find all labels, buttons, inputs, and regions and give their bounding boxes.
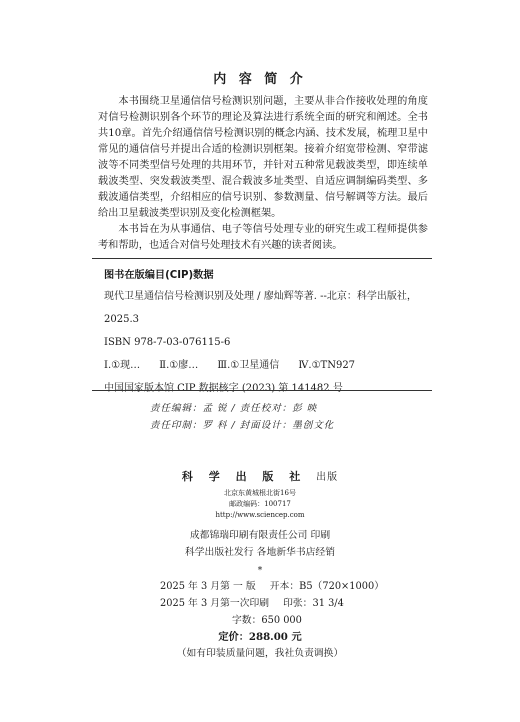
- edition-row: [160, 578, 400, 595]
- publisher-postcode: 邮政编码：100717: [229, 500, 291, 508]
- summary-body: [98, 94, 428, 254]
- publisher-logo-text: 科 学 出 版 社: [181, 470, 307, 483]
- publisher-name: [0, 468, 520, 484]
- cip-class-1: Ⅰ.①现…: [104, 360, 141, 371]
- cip-heading: 图书在版编目(CIP)数据: [104, 270, 214, 281]
- divider-middle: [92, 390, 432, 391]
- printing-row: [160, 595, 400, 612]
- cip-classification: [104, 358, 434, 373]
- print-date: 2025 年 3 月第一次印刷: [160, 598, 270, 609]
- cip-class-3: Ⅲ.①卫星通信: [217, 360, 280, 371]
- price: 定价：288.00 元: [218, 631, 302, 643]
- publisher-address: 北京东黄城根北街16号: [224, 489, 296, 497]
- summary-paragraph: 本书旨在为从事通信、电子等信号处理专业的研究生或工程师提供参考和帮助，也适合对信号处理技术有兴趣的读者阅读。: [98, 224, 428, 251]
- publisher-block: [0, 468, 520, 577]
- cip-block: [104, 268, 434, 404]
- publisher-website: http://www.sciencep.com: [215, 511, 305, 519]
- cip-class-2: Ⅱ.①廖…: [159, 360, 199, 371]
- separator-star: *: [257, 566, 263, 576]
- summary-paragraph: 本书围绕卫星通信信号检测识别问题，主要从非合作接收处理的角度对信号检测识别各个环节的理论及算法进行系统全面的研究和阐述。全书共10章。首先介绍通信信号检测识别的概念内涵、技术发展，梳理卫星中常见的通信信号并提出合适的检测识别框架。接着介绍宽带检测、窄带滤波等不同类型信号处理的共用环节，并针对五种常见载波类型，即连续单载波类型、突发载波类型、混合载波多址类型、自适应调制编码类型、多载波通信类型，介绍相应的信号识别、参数测量、信号解调等方法。最后给出卫星载波类型识别及变化检测框架。: [98, 96, 428, 219]
- printer-line: 成都锦瑞印刷有限责任公司 印刷: [189, 530, 331, 541]
- edition-block: [160, 578, 400, 629]
- cip-isbn: ISBN 978-7-03-076115-6: [104, 337, 231, 348]
- publisher-suffix: 出版: [316, 472, 339, 483]
- divider-top: [92, 258, 432, 259]
- cip-class-4: Ⅳ.①TN927: [298, 360, 356, 371]
- cip-year-line: 2025.3: [104, 314, 139, 325]
- book-format: 开本：B5（720×1000）: [269, 581, 384, 592]
- credits-editors: 责任编辑：孟 锐 / 责任校对：彭 映: [150, 403, 318, 414]
- word-count: 字数：650 000: [232, 615, 302, 626]
- edition-date: 2025 年 3 月第 一 版: [160, 581, 256, 592]
- cip-title-line: 现代卫星通信信号检测识别及处理 / 廖灿辉等著. --北京：科学出版社，: [104, 291, 417, 302]
- credits-block: [150, 400, 450, 434]
- quality-note: （如有印装质量问题，我社负责调换）: [176, 648, 344, 659]
- summary-title: 内 容 简 介: [213, 72, 307, 87]
- distribution-line: 科学出版社发行 各地新华书店经销: [184, 547, 336, 558]
- print-sheets: 印张：31 3/4: [283, 598, 344, 609]
- cip-record-number: 中国国家版本馆 CIP 数据核字 (2023) 第 141482 号: [104, 383, 343, 394]
- credits-production: 责任印制：罗 科 / 封面设计：墨创文化: [150, 420, 335, 431]
